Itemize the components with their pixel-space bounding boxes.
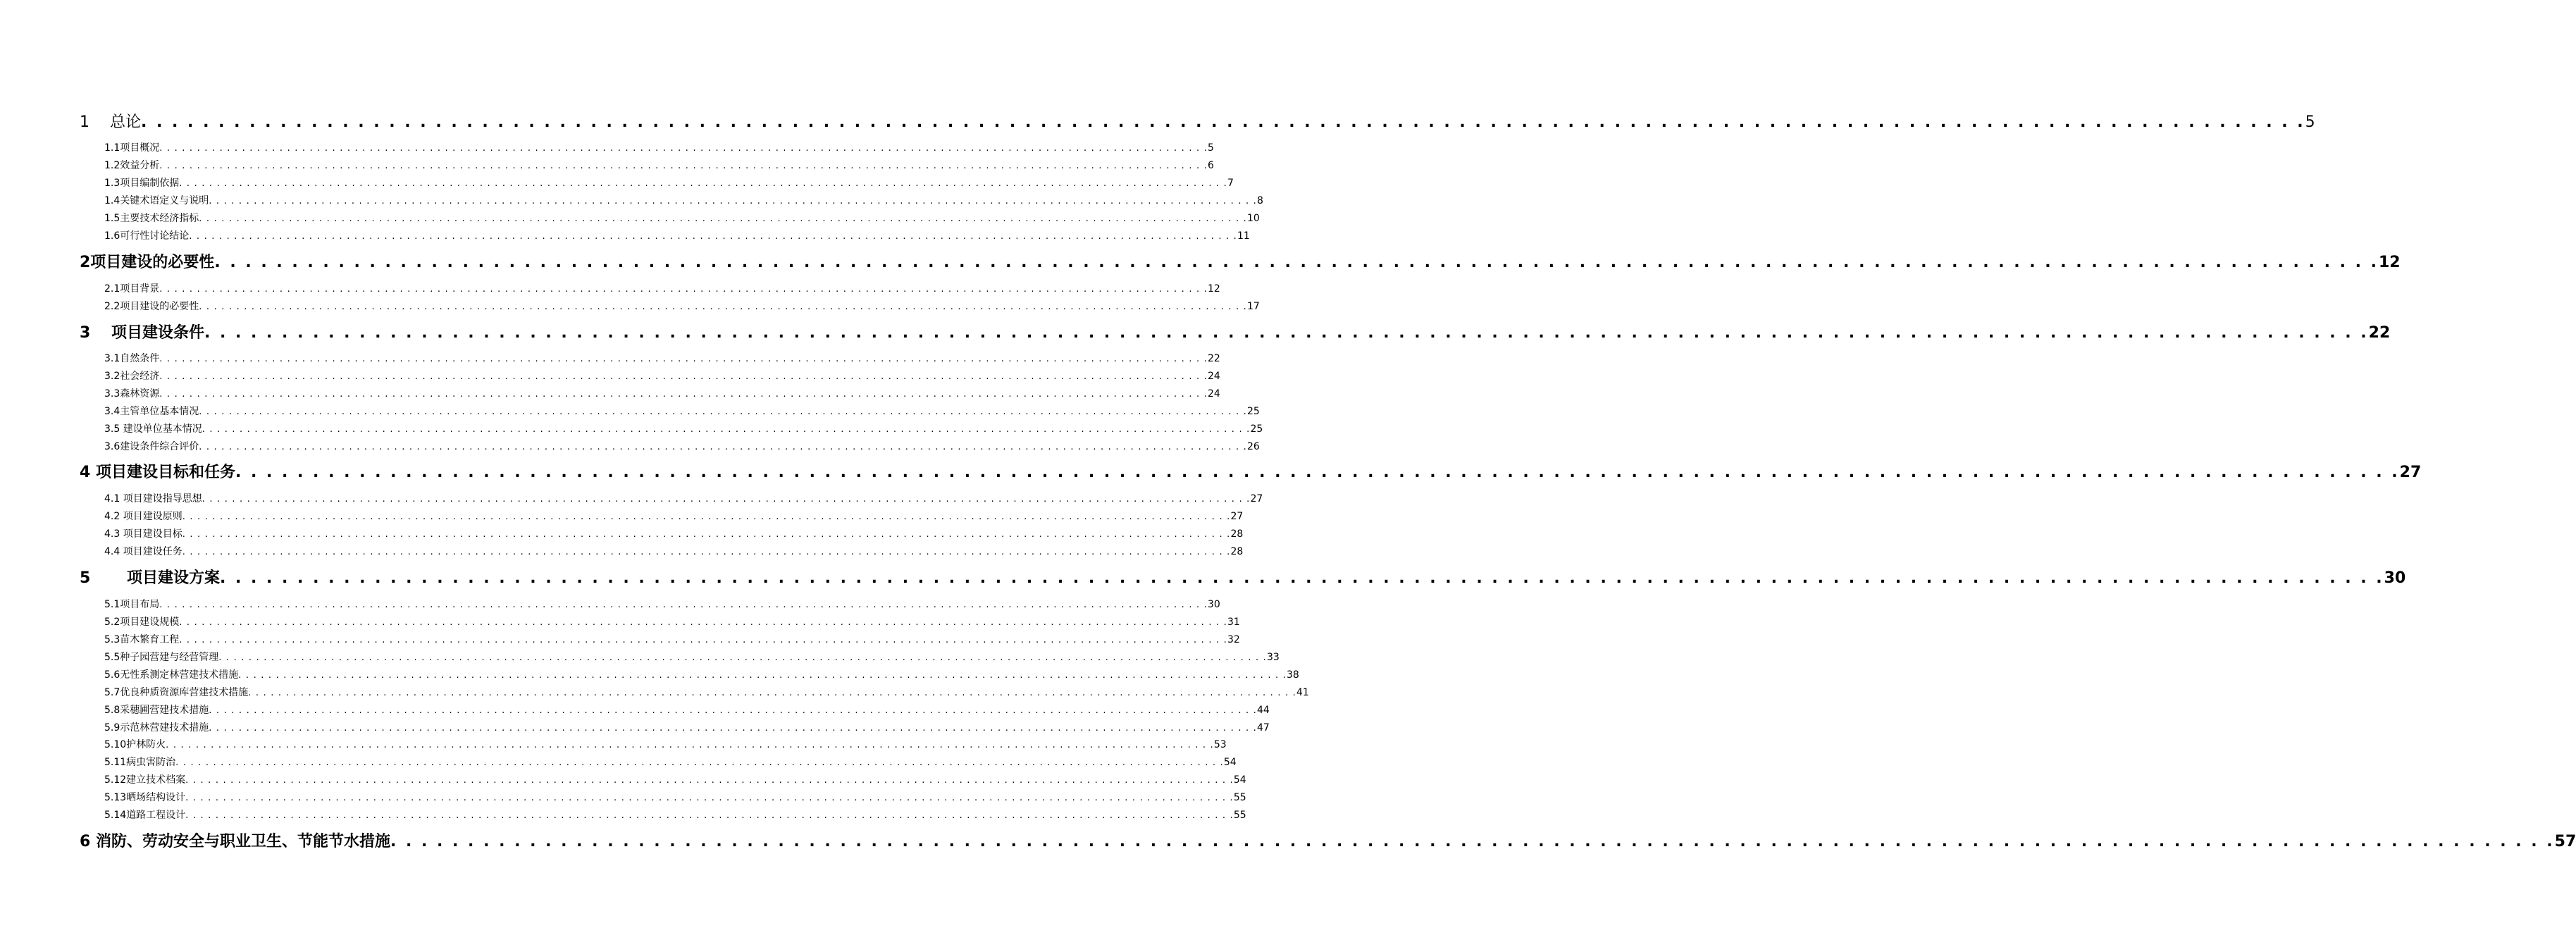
toc-chapter-entry[interactable] xyxy=(80,252,2401,273)
toc-section-entry[interactable] xyxy=(104,738,1227,752)
toc-dot-leader: . . . . . . . . . . . . . . . . . . . . . . . . . . . . . . . . . . . . . . . . . . . . . . . . . . . . . . . . . . . . . . . . . . . . . . . . . . . . . . . . . . . . . . . . . . . . . . . . . . . . . . . . . . . . . . . . . . . . . . . . . . . . . . . . . . . . . . . . . . . . xyxy=(238,670,1287,681)
toc-chapter-entry[interactable] xyxy=(80,112,2315,133)
toc-dot-leader: . . . . . . . . . . . . . . . . . . . . . . . . . . . . . . . . . . . . . . . . . . . . . . . . . . . . . . . . . . . . . . . . . . . . . . . . . . . . . . . . . . . . . . . . . . . . . . . . . . . . . . . . . . . . . . . . . . . . . . . . . . . . . . . . . . . . . . . . . . . . xyxy=(189,231,1237,242)
toc-section-entry[interactable] xyxy=(104,668,1299,682)
toc-dot-leader: . . . . . . . . . . . . . . . . . . . . . . . . . . . . . . . . . . . . . . . . . . . . . . . . . . . . . . . . . . . . . . . . . . . . . . . . . . . . . . . . . . . . . . . . . . . . . . . . . . . . . . . . . . . . . . . . . . . . . . . . . . . . . . . . . . . . . . . . . . . . xyxy=(209,705,1257,716)
toc-entry-title: 2项目建设的必要性 xyxy=(80,254,215,271)
toc-dot-leader: . . . . . . . . . . . . . . . . . . . . . . . . . . . . . . . . . . . . . . . . . . . . . . . . . . . . . . . . . . . . . . . . . . . . . . . . . . . . . . . . . . . . . . . . . . . . . . . . . . . . . . . . . . . . . . . . . . . . . . . . . . . . . . . . . . . . . . . . . . . . xyxy=(182,512,1231,522)
toc-dot-leader: . . . . . . . . . . . . . . . . . . . . . . . . . . . . . . . . . . . . . . . . . . . . . . . . . . . . . . . . . . . . . . . . . . . . . . . . . . . . . . . . . . . . . . . . . . . . . . . . . . . . . . . . . . . . . . . . . . . . . . . . . . . . . . . . . . . . . . . . . . . . xyxy=(159,600,1208,610)
toc-section-entry[interactable] xyxy=(104,545,1244,559)
toc-entry-title: 3 项目建设条件 xyxy=(80,324,204,342)
toc-section-entry[interactable] xyxy=(104,229,1250,243)
toc-page-number: 22 xyxy=(2368,324,2391,342)
toc-section-entry[interactable] xyxy=(104,404,1260,419)
toc-page-number: 7 xyxy=(1227,178,1234,189)
toc-entry-title: 4 项目建设目标和任务 xyxy=(80,464,235,481)
toc-page-number: 27 xyxy=(2399,464,2422,481)
toc-page-number: 47 xyxy=(1256,722,1270,734)
toc-entry-title: 2.2项目建设的必要性 xyxy=(104,301,199,312)
toc-dot-leader: . . . . . . . . . . . . . . . . . . . . . . . . . . . . . . . . . . . . . . . . . . . . . . . . . . . . . . . . . . . . . . . . . . . . . . . . . . . . . . . . . . . . . . . . . . . . . . . . . . . . . . . . . . . . . . . . . . . . . . . . . . . . . . . . . . . . . . . . . . . . xyxy=(248,688,1296,698)
toc-page-number: 30 xyxy=(2384,569,2406,587)
toc-entry-title: 1.4关键术语定义与说明 xyxy=(104,195,209,206)
toc-section-entry[interactable] xyxy=(104,509,1244,524)
toc-dot-leader: . . . . . . . . . . . . . . . . . . . . . . . . . . . . . . . . . . . . . . . . . . . . . . . . . . . . . . . . . . . . . . . . . . . . . . . . . . . . . . . . . . . . . . . . . . . . . . . . . . . . . . . . . . . . . . . . . . . . . . . . . . . . . . . . . . . . . . . . . . . . xyxy=(179,617,1227,628)
toc-page-number: 10 xyxy=(1246,213,1260,224)
toc-entry-title: 1.3项目编制依据 xyxy=(104,178,180,189)
toc-dot-leader: . . . . . . . . . . . . . . . . . . . . . . . . . . . . . . . . . . . . . . . . . . . . . . . . . . . . . . . . . . . . . . . . . . . . . . . . . . . . . . . . . . . . . . . . . . . . . . . . . . . . . . . . . . . . . . . . . . . . . . . . . . . . . . . . . . . . . . . . . . . . xyxy=(141,113,2305,131)
toc-section-entry[interactable] xyxy=(104,773,1246,787)
toc-dot-leader: . . . . . . . . . . . . . . . . . . . . . . . . . . . . . . . . . . . . . . . . . . . . . . . . . . . . . . . . . . . . . . . . . . . . . . . . . . . . . . . . . . . . . . . . . . . . . . . . . . . . . . . . . . . . . . . . . . . . . . . . . . . . . . . . . . . . . . . . . . . . xyxy=(166,740,1214,750)
toc-entry-title: 3.5 建设单位基本情况 xyxy=(104,423,202,435)
toc-entry-title: 5.3苗木繁育工程 xyxy=(104,634,180,645)
toc-page-number: 32 xyxy=(1227,634,1240,645)
toc-dot-leader: . . . . . . . . . . . . . . . . . . . . . . . . . . . . . . . . . . . . . . . . . . . . . . . . . . . . . . . . . . . . . . . . . . . . . . . . . . . . . . . . . . . . . . . . . . . . . . . . . . . . . . . . . . . . . . . . . . . . . . . . . . . . . . . . . . . . . . . . . . . . xyxy=(182,529,1231,540)
toc-entry-title: 4.4 项目建设任务 xyxy=(104,546,182,557)
toc-section-entry[interactable] xyxy=(104,194,1263,208)
toc-section-entry[interactable] xyxy=(104,633,1240,647)
toc-page-number: 33 xyxy=(1266,652,1280,663)
toc-section-entry[interactable] xyxy=(104,755,1237,769)
toc-section-entry[interactable] xyxy=(104,211,1260,225)
toc-section-entry[interactable] xyxy=(104,159,1214,173)
toc-section-entry[interactable] xyxy=(104,492,1263,506)
toc-entry-title: 3.1自然条件 xyxy=(104,353,160,364)
toc-dot-leader: . . . . . . . . . . . . . . . . . . . . . . . . . . . . . . . . . . . . . . . . . . . . . . . . . . . . . . . . . . . . . . . . . . . . . . . . . . . . . . . . . . . . . . . . . . . . . . . . . . . . . . . . . . . . . . . . . . . . . . . . . . . . . . . . . . . . . . . . . . . . xyxy=(214,254,2379,271)
toc-entry-title: 1.2效益分析 xyxy=(104,160,160,171)
toc-entry-title: 4.1 项目建设指导思想 xyxy=(104,493,202,505)
toc-dot-leader: . . . . . . . . . . . . . . . . . . . . . . . . . . . . . . . . . . . . . . . . . . . . . . . . . . . . . . . . . . . . . . . . . . . . . . . . . . . . . . . . . . . . . . . . . . . . . . . . . . . . . . . . . . . . . . . . . . . . . . . . . . . . . . . . . . . . . . . . . . . . xyxy=(159,284,1208,295)
toc-page-number: 26 xyxy=(1246,441,1260,452)
toc-page-number: 12 xyxy=(1207,283,1220,295)
toc-entry-title: 5.8采穗圃营建技术措施 xyxy=(104,705,209,716)
toc-dot-leader: . . . . . . . . . . . . . . . . . . . . . . . . . . . . . . . . . . . . . . . . . . . . . . . . . . . . . . . . . . . . . . . . . . . . . . . . . . . . . . . . . . . . . . . . . . . . . . . . . . . . . . . . . . . . . . . . . . . . . . . . . . . . . . . . . . . . . . . . . . . . xyxy=(175,757,1224,768)
toc-page-number: 27 xyxy=(1230,511,1244,522)
toc-section-entry[interactable] xyxy=(104,141,1214,155)
toc-dot-leader: . . . . . . . . . . . . . . . . . . . . . . . . . . . . . . . . . . . . . . . . . . . . . . . . . . . . . . . . . . . . . . . . . . . . . . . . . . . . . . . . . . . . . . . . . . . . . . . . . . . . . . . . . . . . . . . . . . . . . . . . . . . . . . . . . . . . . . . . . . . . xyxy=(185,775,1234,786)
toc-entry-title: 3.6建设条件综合评价 xyxy=(104,441,199,452)
toc-dot-leader: . . . . . . . . . . . . . . . . . . . . . . . . . . . . . . . . . . . . . . . . . . . . . . . . . . . . . . . . . . . . . . . . . . . . . . . . . . . . . . . . . . . . . . . . . . . . . . . . . . . . . . . . . . . . . . . . . . . . . . . . . . . . . . . . . . . . . . . . . . . . xyxy=(159,143,1208,154)
toc-entry-title: 5.10护林防火 xyxy=(104,739,166,750)
toc-entry-title: 5.14道路工程设计 xyxy=(104,810,186,821)
toc-section-entry[interactable] xyxy=(104,387,1220,401)
toc-dot-leader: . . . . . . . . . . . . . . . . . . . . . . . . . . . . . . . . . . . . . . . . . . . . . . . . . . . . . . . . . . . . . . . . . . . . . . . . . . . . . . . . . . . . . . . . . . . . . . . . . . . . . . . . . . . . . . . . . . . . . . . . . . . . . . . . . . . . . . . . . . . . xyxy=(202,424,1251,435)
toc-entry-title: 1.6可行性讨论结论 xyxy=(104,230,190,242)
toc-dot-leader: . . . . . . . . . . . . . . . . . . . . . . . . . . . . . . . . . . . . . . . . . . . . . . . . . . . . . . . . . . . . . . . . . . . . . . . . . . . . . . . . . . . . . . . . . . . . . . . . . . . . . . . . . . . . . . . . . . . . . . . . . . . . . . . . . . . . . . . . . . . . xyxy=(185,793,1234,803)
toc-section-entry[interactable] xyxy=(104,686,1309,700)
toc-page-number: 30 xyxy=(1207,599,1220,610)
toc-section-entry[interactable] xyxy=(104,721,1270,735)
toc-page-number: 55 xyxy=(1233,792,1246,803)
toc-page-number: 54 xyxy=(1223,757,1237,768)
toc-page-number: 31 xyxy=(1227,617,1240,628)
toc-section-entry[interactable] xyxy=(104,615,1240,629)
toc-page-number: 24 xyxy=(1207,371,1220,382)
toc-dot-leader: . . . . . . . . . . . . . . . . . . . . . . . . . . . . . . . . . . . . . . . . . . . . . . . . . . . . . . . . . . . . . . . . . . . . . . . . . . . . . . . . . . . . . . . . . . . . . . . . . . . . . . . . . . . . . . . . . . . . . . . . . . . . . . . . . . . . . . . . . . . . xyxy=(218,652,1267,663)
toc-entry-title: 3.2社会经济 xyxy=(104,371,160,382)
toc-entry-title: 5.11病虫害防治 xyxy=(104,757,176,768)
toc-page-number: 24 xyxy=(1207,388,1220,400)
toc-dot-leader: . . . . . . . . . . . . . . . . . . . . . . . . . . . . . . . . . . . . . . . . . . . . . . . . . . . . . . . . . . . . . . . . . . . . . . . . . . . . . . . . . . . . . . . . . . . . . . . . . . . . . . . . . . . . . . . . . . . . . . . . . . . . . . . . . . . . . . . . . . . . xyxy=(185,810,1234,821)
toc-entry-title: 2.1项目背景 xyxy=(104,283,160,295)
toc-dot-leader: . . . . . . . . . . . . . . . . . . . . . . . . . . . . . . . . . . . . . . . . . . . . . . . . . . . . . . . . . . . . . . . . . . . . . . . . . . . . . . . . . . . . . . . . . . . . . . . . . . . . . . . . . . . . . . . . . . . . . . . . . . . . . . . . . . . . . . . . . . . . xyxy=(209,723,1257,734)
toc-entry-title: 4.3 项目建设目标 xyxy=(104,528,182,540)
toc-section-entry[interactable] xyxy=(104,791,1246,805)
toc-entry-title: 5.2项目建设规模 xyxy=(104,617,180,628)
toc-dot-leader: . . . . . . . . . . . . . . . . . . . . . . . . . . . . . . . . . . . . . . . . . . . . . . . . . . . . . . . . . . . . . . . . . . . . . . . . . . . . . . . . . . . . . . . . . . . . . . . . . . . . . . . . . . . . . . . . . . . . . . . . . . . . . . . . . . . . . . . . . . . . xyxy=(179,178,1227,189)
toc-page-number: 55 xyxy=(1233,810,1246,821)
toc-page-number: 28 xyxy=(1230,546,1244,557)
toc-section-entry[interactable] xyxy=(104,440,1260,454)
toc-chapter-entry[interactable] xyxy=(80,323,2391,344)
toc-dot-leader: . . . . . . . . . . . . . . . . . . . . . . . . . . . . . . . . . . . . . . . . . . . . . . . . . . . . . . . . . . . . . . . . . . . . . . . . . . . . . . . . . . . . . . . . . . . . . . . . . . . . . . . . . . . . . . . . . . . . . . . . . . . . . . . . . . . . . . . . . . . . xyxy=(159,161,1208,171)
toc-entry-title: 5.13晒场结构设计 xyxy=(104,792,186,803)
toc-chapter-entry[interactable] xyxy=(80,831,2576,853)
toc-dot-leader: . . . . . . . . . . . . . . . . . . . . . . . . . . . . . . . . . . . . . . . . . . . . . . . . . . . . . . . . . . . . . . . . . . . . . . . . . . . . . . . . . . . . . . . . . . . . . . . . . . . . . . . . . . . . . . . . . . . . . . . . . . . . . . . . . . . . . . . . . . . . xyxy=(179,635,1227,645)
toc-section-entry[interactable] xyxy=(104,422,1263,436)
toc-page-number: 5 xyxy=(2305,113,2315,131)
toc-dot-leader: . . . . . . . . . . . . . . . . . . . . . . . . . . . . . . . . . . . . . . . . . . . . . . . . . . . . . . . . . . . . . . . . . . . . . . . . . . . . . . . . . . . . . . . . . . . . . . . . . . . . . . . . . . . . . . . . . . . . . . . . . . . . . . . . . . . . . . . . . . . . xyxy=(159,354,1208,364)
toc-page-number: 22 xyxy=(1207,353,1220,364)
toc-dot-leader: . . . . . . . . . . . . . . . . . . . . . . . . . . . . . . . . . . . . . . . . . . . . . . . . . . . . . . . . . . . . . . . . . . . . . . . . . . . . . . . . . . . . . . . . . . . . . . . . . . . . . . . . . . . . . . . . . . . . . . . . . . . . . . . . . . . . . . . . . . . . xyxy=(219,569,2384,587)
toc-page-number: 25 xyxy=(1246,406,1260,417)
toc-page-number: 38 xyxy=(1286,669,1299,681)
toc-entry-title: 5.1项目布局 xyxy=(104,599,160,610)
toc-dot-leader: . . . . . . . . . . . . . . . . . . . . . . . . . . . . . . . . . . . . . . . . . . . . . . . . . . . . . . . . . . . . . . . . . . . . . . . . . . . . . . . . . . . . . . . . . . . . . . . . . . . . . . . . . . . . . . . . . . . . . . . . . . . . . . . . . . . . . . . . . . . . xyxy=(202,494,1251,505)
toc-dot-leader: . . . . . . . . . . . . . . . . . . . . . . . . . . . . . . . . . . . . . . . . . . . . . . . . . . . . . . . . . . . . . . . . . . . . . . . . . . . . . . . . . . . . . . . . . . . . . . . . . . . . . . . . . . . . . . . . . . . . . . . . . . . . . . . . . . . . . . . . . . . . xyxy=(199,407,1247,417)
toc-entry-title: 1.1项目概况 xyxy=(104,142,160,154)
toc-dot-leader: . . . . . . . . . . . . . . . . . . . . . . . . . . . . . . . . . . . . . . . . . . . . . . . . . . . . . . . . . . . . . . . . . . . . . . . . . . . . . . . . . . . . . . . . . . . . . . . . . . . . . . . . . . . . . . . . . . . . . . . . . . . . . . . . . . . . . . . . . . . . xyxy=(159,389,1208,400)
toc-page-number: 44 xyxy=(1256,705,1270,716)
toc-entry-title: 5.6无性系测定林营建技术措施 xyxy=(104,669,239,681)
toc-entry-title: 3.3森林资源 xyxy=(104,388,160,400)
toc-page-number: 54 xyxy=(1233,774,1246,786)
toc-page-number: 41 xyxy=(1296,687,1309,698)
toc-page-number: 6 xyxy=(1207,160,1214,171)
toc-section-entry[interactable] xyxy=(104,808,1246,822)
toc-page-number: 27 xyxy=(1250,493,1263,505)
toc-dot-leader: . . . . . . . . . . . . . . . . . . . . . . . . . . . . . . . . . . . . . . . . . . . . . . . . . . . . . . . . . . . . . . . . . . . . . . . . . . . . . . . . . . . . . . . . . . . . . . . . . . . . . . . . . . . . . . . . . . . . . . . . . . . . . . . . . . . . . . . . . . . . xyxy=(199,302,1247,312)
toc-section-entry[interactable] xyxy=(104,369,1220,383)
toc-chapter-entry[interactable] xyxy=(80,568,2406,589)
toc-section-entry[interactable] xyxy=(104,650,1280,664)
toc-dot-leader: . . . . . . . . . . . . . . . . . . . . . . . . . . . . . . . . . . . . . . . . . . . . . . . . . . . . . . . . . . . . . . . . . . . . . . . . . . . . . . . . . . . . . . . . . . . . . . . . . . . . . . . . . . . . . . . . . . . . . . . . . . . . . . . . . . . . . . . . . . . . xyxy=(235,464,2400,481)
toc-entry-title: 6 消防、劳动安全与职业卫生、节能节水措施 xyxy=(80,833,390,850)
toc-page-number: 8 xyxy=(1256,195,1263,206)
toc-entry-title: 1 总论 xyxy=(80,113,141,131)
toc-chapter-entry[interactable] xyxy=(80,462,2422,483)
toc-section-entry[interactable] xyxy=(104,352,1220,366)
toc-section-entry[interactable] xyxy=(104,703,1270,717)
toc-entry-title: 3.4主管单位基本情况 xyxy=(104,406,199,417)
toc-page-number: 57 xyxy=(2554,833,2576,850)
toc-entry-title: 5.12建立技术档案 xyxy=(104,774,186,786)
toc-dot-leader: . . . . . . . . . . . . . . . . . . . . . . . . . . . . . . . . . . . . . . . . . . . . . . . . . . . . . . . . . . . . . . . . . . . . . . . . . . . . . . . . . . . . . . . . . . . . . . . . . . . . . . . . . . . . . . . . . . . . . . . . . . . . . . . . . . . . . . . . . . . . xyxy=(182,547,1231,557)
toc-dot-leader: . . . . . . . . . . . . . . . . . . . . . . . . . . . . . . . . . . . . . . . . . . . . . . . . . . . . . . . . . . . . . . . . . . . . . . . . . . . . . . . . . . . . . . . . . . . . . . . . . . . . . . . . . . . . . . . . . . . . . . . . . . . . . . . . . . . . . . . . . . . . xyxy=(199,213,1247,224)
toc-dot-leader: . . . . . . . . . . . . . . . . . . . . . . . . . . . . . . . . . . . . . . . . . . . . . . . . . . . . . . . . . . . . . . . . . . . . . . . . . . . . . . . . . . . . . . . . . . . . . . . . . . . . . . . . . . . . . . . . . . . . . . . . . . . . . . . . . . . . . . . . . . . . xyxy=(390,833,2555,850)
toc-entry-title: 5 项目建设方案 xyxy=(80,569,220,587)
toc-section-entry[interactable] xyxy=(104,176,1234,190)
toc-entry-title: 1.5主要技术经济指标 xyxy=(104,213,199,224)
toc-page-number: 11 xyxy=(1237,230,1250,242)
toc-section-entry[interactable] xyxy=(104,598,1220,612)
toc-dot-leader: . . . . . . . . . . . . . . . . . . . . . . . . . . . . . . . . . . . . . . . . . . . . . . . . . . . . . . . . . . . . . . . . . . . . . . . . . . . . . . . . . . . . . . . . . . . . . . . . . . . . . . . . . . . . . . . . . . . . . . . . . . . . . . . . . . . . . . . . . . . . xyxy=(159,371,1208,382)
toc-page-number: 25 xyxy=(1250,423,1263,435)
toc-dot-leader: . . . . . . . . . . . . . . . . . . . . . . . . . . . . . . . . . . . . . . . . . . . . . . . . . . . . . . . . . . . . . . . . . . . . . . . . . . . . . . . . . . . . . . . . . . . . . . . . . . . . . . . . . . . . . . . . . . . . . . . . . . . . . . . . . . . . . . . . . . . . xyxy=(209,196,1257,206)
toc-section-entry[interactable] xyxy=(104,527,1244,541)
toc-page-number: 17 xyxy=(1246,301,1260,312)
toc-entry-title: 5.5种子园营建与经营管理 xyxy=(104,652,219,663)
toc-page-number: 5 xyxy=(1207,142,1214,154)
toc-page-number: 12 xyxy=(2378,254,2401,271)
toc-entry-title: 4.2 项目建设原则 xyxy=(104,511,182,522)
toc-section-entry[interactable] xyxy=(104,299,1260,314)
toc-page-number: 28 xyxy=(1230,528,1244,540)
toc-page-number: 53 xyxy=(1213,739,1227,750)
toc-entry-title: 5.7优良种质资源库营建技术措施 xyxy=(104,687,249,698)
toc-dot-leader: . . . . . . . . . . . . . . . . . . . . . . . . . . . . . . . . . . . . . . . . . . . . . . . . . . . . . . . . . . . . . . . . . . . . . . . . . . . . . . . . . . . . . . . . . . . . . . . . . . . . . . . . . . . . . . . . . . . . . . . . . . . . . . . . . . . . . . . . . . . . xyxy=(199,442,1247,452)
toc-entry-title: 5.9示范林营建技术措施 xyxy=(104,722,209,734)
toc-section-entry[interactable] xyxy=(104,282,1220,296)
toc-dot-leader: . . . . . . . . . . . . . . . . . . . . . . . . . . . . . . . . . . . . . . . . . . . . . . . . . . . . . . . . . . . . . . . . . . . . . . . . . . . . . . . . . . . . . . . . . . . . . . . . . . . . . . . . . . . . . . . . . . . . . . . . . . . . . . . . . . . . . . . . . . . . xyxy=(204,324,2369,342)
